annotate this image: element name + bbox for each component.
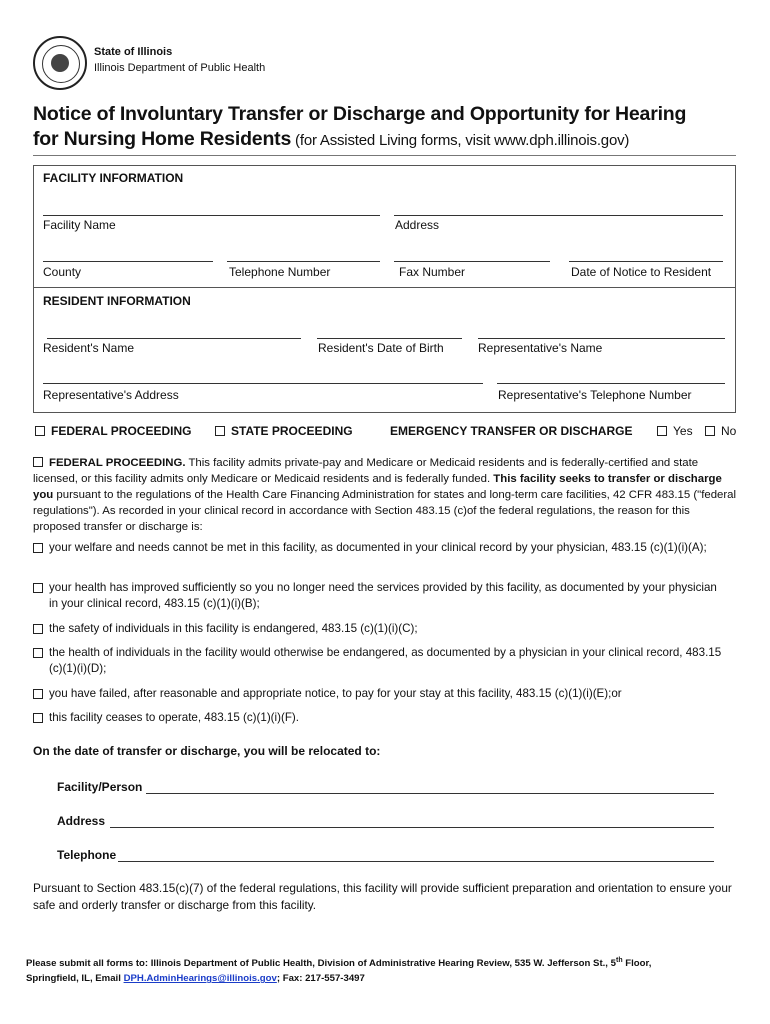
relocation-facility-field[interactable] bbox=[146, 793, 714, 794]
reason-checkbox[interactable] bbox=[33, 583, 43, 593]
rep-address-label: Representative's Address bbox=[43, 388, 179, 402]
info-divider bbox=[33, 287, 736, 288]
rep-phone-field[interactable] bbox=[497, 383, 725, 384]
title-rule bbox=[33, 155, 736, 156]
reason-item[interactable]: this facility ceases to operate, 483.15 (c)(1)(i)(F). bbox=[33, 710, 733, 726]
emergency-yes-option[interactable]: Yes bbox=[657, 424, 693, 438]
state-proceeding-option[interactable]: STATE PROCEEDING bbox=[215, 424, 353, 438]
relocation-address-field[interactable] bbox=[110, 827, 714, 828]
reason-item[interactable]: the health of individuals in the facility would otherwise be endangered, as documented by a physician in your clinical record, 483.15 (c)(1)(i)(D); bbox=[33, 645, 733, 677]
fax-field[interactable] bbox=[394, 261, 550, 262]
reason-checkbox[interactable] bbox=[33, 689, 43, 699]
telephone-label: Telephone Number bbox=[229, 265, 331, 279]
resident-name-field[interactable] bbox=[47, 338, 301, 339]
relocation-facility-label: Facility/Person bbox=[57, 780, 143, 794]
federal-proceeding-option[interactable]: FEDERAL PROCEEDING bbox=[35, 424, 191, 438]
rep-phone-label: Representative's Telephone Number bbox=[498, 388, 692, 402]
federal-proceeding-paragraph: FEDERAL PROCEEDING. This facility admits private-pay and Medicare or Medicaid residents and is federally-certified and state licensed, or this facility admits only Medicare or Medicaid residents and is federally funded. This facility seeks to transfer or discharge you pursuant to the regulations of the Health Care Financing Administration for states and long-term care facilities, 42 CFR 483.15 ("federal regulations"). As recorded in your clinical record in accordance with Section 483.15 (c)of the federal regulations, the reason for this proposed transfer or discharge is: bbox=[33, 457, 737, 533]
resident-dob-field[interactable] bbox=[317, 338, 462, 339]
telephone-field[interactable] bbox=[227, 261, 380, 262]
federal-proceeding-checkbox[interactable] bbox=[35, 426, 45, 436]
state-name: State of Illinois bbox=[94, 46, 173, 58]
reason-item[interactable]: your health has improved sufficiently so you no longer need the services provided by this facility, as documented by your physician in your clinical record, 483.15 (c)(1)(i)(B); bbox=[33, 580, 733, 612]
federal-paragraph-checkbox[interactable] bbox=[33, 457, 43, 467]
reason-checkbox[interactable] bbox=[33, 624, 43, 634]
department-name: Illinois Department of Public Health bbox=[94, 62, 266, 74]
info-box bbox=[33, 165, 736, 413]
reason-item[interactable]: your welfare and needs cannot be met in this facility, as documented in your clinical record by your physician, 483.15 (c)(1)(i)(A); bbox=[33, 540, 733, 556]
resident-dob-label: Resident's Date of Birth bbox=[318, 341, 444, 355]
resident-name-label: Resident's Name bbox=[43, 341, 134, 355]
emergency-no-option[interactable]: No bbox=[705, 424, 736, 438]
relocation-address-label: Address bbox=[57, 814, 106, 828]
rep-name-label: Representative's Name bbox=[478, 341, 603, 355]
state-proceeding-checkbox[interactable] bbox=[215, 426, 225, 436]
illinois-seal-logo bbox=[33, 36, 87, 90]
notice-date-field[interactable] bbox=[569, 261, 723, 262]
county-label: County bbox=[43, 265, 82, 279]
reason-item[interactable]: the safety of individuals in this facility is endangered, 483.15 (c)(1)(i)(C); bbox=[33, 621, 733, 637]
county-field[interactable] bbox=[43, 261, 213, 262]
facility-name-field[interactable] bbox=[43, 215, 380, 216]
reason-checkbox[interactable] bbox=[33, 543, 43, 553]
address-field[interactable] bbox=[394, 215, 723, 216]
form-title-line1: Notice of Involuntary Transfer or Discharge and Opportunity for Hearing bbox=[33, 103, 687, 125]
reason-checkbox[interactable] bbox=[33, 648, 43, 658]
relocation-heading: On the date of transfer or discharge, you will be relocated to: bbox=[33, 744, 381, 758]
pursuant-statement: Pursuant to Section 483.15(c)(7) of the federal regulations, this facility will provide sufficient preparation and orientation to ensure your safe and orderly transfer or discharge from this facility. bbox=[33, 881, 732, 912]
emergency-no-checkbox[interactable] bbox=[705, 426, 715, 436]
form-title-line2: for Nursing Home Residents (for Assisted Living forms, visit www.dph.illinois.gov) bbox=[33, 128, 630, 150]
emergency-yes-checkbox[interactable] bbox=[657, 426, 667, 436]
facility-info-heading: FACILITY INFORMATION bbox=[43, 171, 184, 185]
fax-label: Fax Number bbox=[399, 265, 466, 279]
notice-date-label: Date of Notice to Resident bbox=[571, 265, 712, 279]
resident-info-heading: RESIDENT INFORMATION bbox=[43, 294, 191, 308]
rep-address-field[interactable] bbox=[43, 383, 483, 384]
rep-name-field[interactable] bbox=[478, 338, 725, 339]
facility-name-label: Facility Name bbox=[43, 218, 116, 232]
relocation-telephone-field[interactable] bbox=[118, 861, 714, 862]
email-link[interactable]: DPH.AdminHearings@illinois.gov bbox=[123, 973, 277, 985]
assisted-living-note: (for Assisted Living forms, visit www.dph.illinois.gov) bbox=[291, 132, 630, 149]
relocation-telephone-label: Telephone bbox=[57, 848, 117, 862]
address-label: Address bbox=[395, 218, 440, 232]
submission-footer: Please submit all forms to: Illinois Department of Public Health, Division of Administrative Hearing Review, 535 W. Jefferson St., 5th Floor, Springfield, IL, Email DPH.AdminHearings@illinois.gov; Fax: 217-557-3497 bbox=[26, 957, 652, 985]
emergency-transfer-label: EMERGENCY TRANSFER OR DISCHARGE bbox=[390, 424, 633, 438]
reason-checkbox[interactable] bbox=[33, 713, 43, 723]
reason-item[interactable]: you have failed, after reasonable and appropriate notice, to pay for your stay at this facility, 483.15 (c)(1)(i)(E);or bbox=[33, 686, 733, 702]
